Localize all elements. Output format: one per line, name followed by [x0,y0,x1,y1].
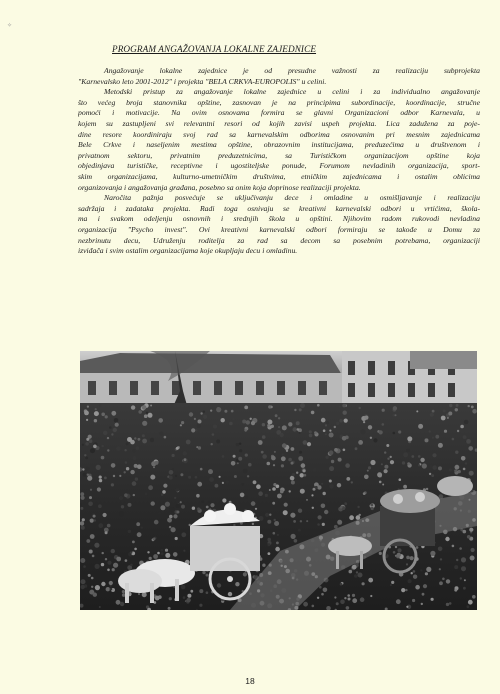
body-line: što većeg broja stanovnika opštine, zasnovan je na principima subordinacije, koordinacije, stručne [78,97,480,107]
body-line: Naročita pažnja posvećuje se uključivanju dece i omladine u osmišljavanje i realizaciju [104,193,480,203]
body-line: Bele Crkve i naseljenim mestima opštine, obrazovnim institucijama, preduzećima u društvenom i [78,140,480,150]
body-line: nezbrinutu decu, Udruženju roditelja za rad sa decom sa posebnim potrebama, organizaciji [78,235,480,245]
body-line: organizacija "Psycho invest". Ovi kreativni karnevalski odbori formiraju se takođe u Domu za [78,224,480,234]
body-line: skim organizacijama, kulturno-umetničkim društvima, etničkim zajednicama i ostalim oblicima [78,171,480,181]
body-text [78,66,480,257]
body-line: kojem su zastupljeni svi relevantni resori od kojih zavisi uspeh projekta. Lica zadužena za poje- [78,118,480,128]
body-line: organizovanja i angažovanja građana, posebno sa onim koja doprinose realizaciji projekta. [78,182,361,192]
body-line: Metodski pristup za angažovanje lokalne zajednice u celini i za individualno angažovanje [104,87,480,97]
body-line: dine resore koordiniraju svoj rad sa karnevalskim odborima osnovanim pri mesnim zajednicama [78,129,480,139]
body-line: objedinjava turističke, receptivne i ugostiteljske ponude, Forumom nevladinih organizacija, sport- [78,161,480,171]
body-line: sadržaja i zadataka projekta. Radi toga osnivaju se kreativni karnevalski odbori u vrtićima, škola- [78,203,480,213]
page-number: 18 [245,676,255,686]
body-line: "Karnevalsko leto 2001-2012" i projekta "BELA CRKVA-EUROPOLIS" u celini. [78,76,327,86]
section-heading: PROGRAM ANGAŽOVANJA LOKALNE ZAJEDNICE [112,44,317,54]
body-line: ma i svakom odeljenju osnovnih i srednjih škola u opštini. Njihovim radom rukovodi nevladina [78,214,480,224]
body-line: izviđača i svim ostalim organizacijama koje okupljaju decu i omladinu. [78,246,298,256]
body-line: pomoći i motivacije. Na ovim osnovama formira se glavni Organizacioni odbor Karnevala, u [78,108,480,118]
body-line: privatnom sektoru, privatnim preduzetnicima, sa Turističkom organizacijom opštine koja [78,150,480,160]
corner-mark-icon: ✧ [7,22,13,29]
crowd-photo [80,351,477,610]
body-line: Angažovanje lokalne zajednice je od presudne važnosti za realizaciju subprojekta [104,66,480,75]
